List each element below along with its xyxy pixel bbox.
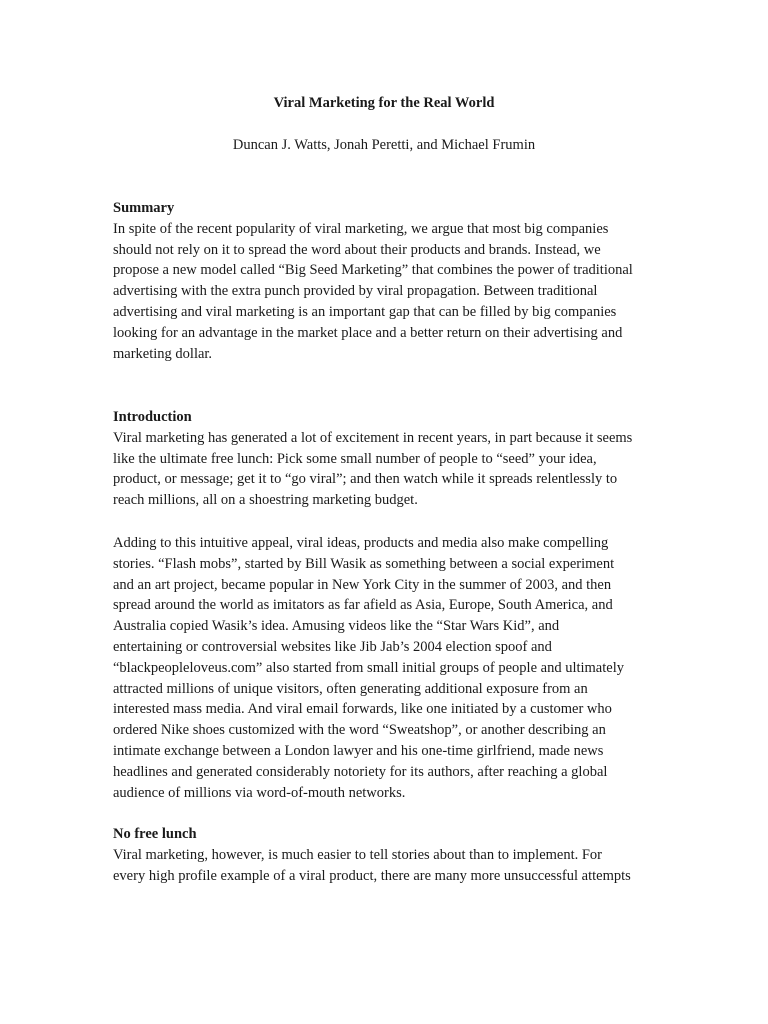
no-free-lunch-heading: No free lunch <box>113 826 197 842</box>
no-free-lunch-section <box>113 824 673 886</box>
paragraph-line: entertaining or controversial websites like Jib Jab’s 2004 election spoof and <box>113 638 552 655</box>
summary-section <box>113 198 673 364</box>
paper-authors: Duncan J. Watts, Jonah Peretti, and Michael Frumin <box>232 137 536 153</box>
no-free-lunch-line: Viral marketing, however, is much easier to tell stories about than to implement. For <box>113 846 603 863</box>
summary-line: advertising with the extra punch provided by viral propagation. Between traditional <box>113 283 598 300</box>
paragraph-line: and an art project, became popular in New York City in the summer of 2003, and then <box>113 576 612 593</box>
adding-paragraph <box>113 533 673 803</box>
summary-line: In spite of the recent popularity of viral marketing, we argue that most big companies <box>113 220 609 237</box>
paragraph-line: interested mass media. And viral email forwards, like one initiated by a customer who <box>113 701 612 718</box>
paragraph-line: audience of millions via word-of-mouth networks. <box>113 784 406 801</box>
summary-line: propose a new model called “Big Seed Marketing” that combines the power of traditional <box>113 262 633 279</box>
paragraph-line: attracted millions of unique visitors, often generating additional exposure from an <box>113 680 588 697</box>
introduction-line: Viral marketing has generated a lot of excitement in recent years, in part because it seems <box>113 429 633 446</box>
paragraph-line: spread around the world as imitators as far afield as Asia, Europe, South America, and <box>113 597 613 614</box>
summary-line: marketing dollar. <box>113 345 213 362</box>
introduction-line: reach millions, all on a shoestring marketing budget. <box>113 492 418 509</box>
no-free-lunch-line: every high profile example of a viral product, there are many more unsuccessful attempts <box>113 867 631 884</box>
paragraph-line: “blackpeopleloveus.com” also started from small initial groups of people and ultimately <box>113 659 624 676</box>
paragraph-line: headlines and generated considerably notoriety for its authors, after reaching a global <box>113 763 608 780</box>
paragraph-line: ordered Nike shoes customized with the word “Sweatshop”, or another describing an <box>113 722 606 739</box>
summary-heading: Summary <box>113 200 175 216</box>
paragraph-line: intimate exchange between a London lawyer and his one-time girlfriend, made news <box>113 742 604 759</box>
summary-line: should not rely on it to spread the word about their products and brands. Instead, we <box>113 241 601 258</box>
introduction-line: product, or message; get it to “go viral”; and then watch while it spreads relentlessly to <box>113 471 618 488</box>
introduction-section <box>113 407 673 511</box>
paragraph-line: Adding to this intuitive appeal, viral ideas, products and media also make compelling <box>113 535 609 551</box>
summary-line: advertising and viral marketing is an important gap that can be filled by big companies <box>113 303 617 320</box>
introduction-heading: Introduction <box>113 409 192 425</box>
paragraph-line: stories. “Flash mobs”, started by Bill Wasik as something between a social experiment <box>113 555 615 572</box>
summary-line: looking for an advantage in the market place and a better return on their advertising and <box>113 324 623 341</box>
paper-title: Viral Marketing for the Real World <box>273 95 495 111</box>
introduction-line: like the ultimate free lunch: Pick some small number of people to “seed” your idea, <box>113 450 597 467</box>
paragraph-line: Australia copied Wasik’s idea. Amusing videos like the “Star Wars Kid”, and <box>113 618 560 635</box>
